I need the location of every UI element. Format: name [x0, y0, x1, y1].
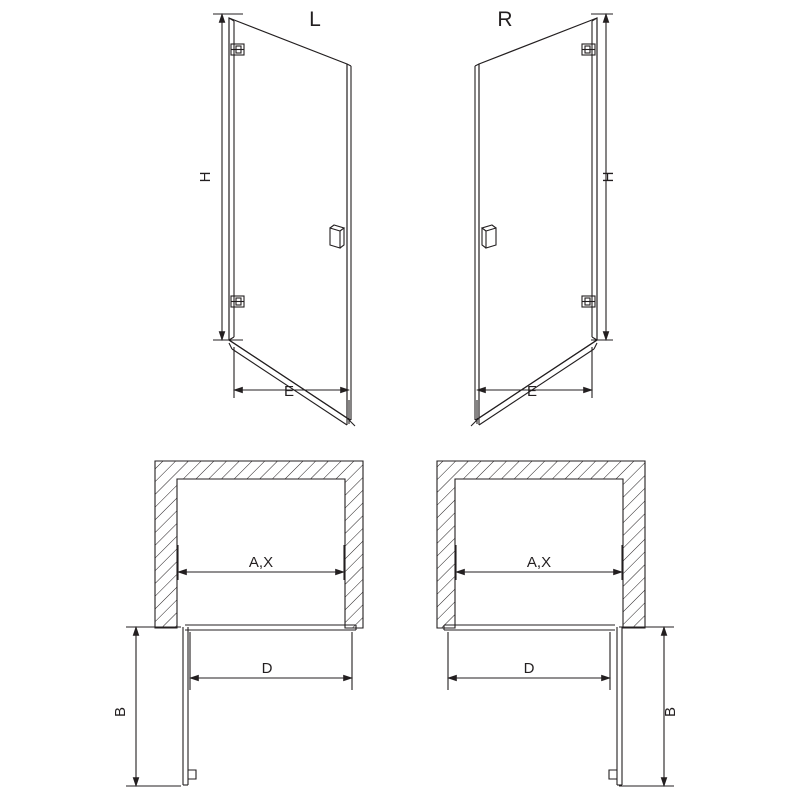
view-label-left: L	[309, 8, 321, 31]
bottom-rail-left	[229, 340, 347, 418]
hinge-bottom-left	[231, 296, 244, 307]
wall-hatch-right	[437, 461, 645, 628]
dim-label-ax-right: A,X	[526, 554, 552, 571]
hinge-bottom-right	[582, 296, 595, 307]
bottom-rail-start-right	[594, 343, 597, 349]
view-label-right: R	[497, 8, 513, 31]
glass-panel-left	[229, 18, 347, 418]
plan-left-view	[112, 461, 363, 786]
plan-door-handle-left	[188, 770, 196, 779]
dim-label-b-right: B	[662, 706, 679, 718]
wall-hatch-left	[155, 461, 363, 628]
elevation-left-view	[197, 8, 355, 426]
bottom-rail-start-left	[229, 343, 232, 349]
dim-label-h-right: H	[600, 171, 617, 183]
door-handle-left	[330, 225, 344, 248]
hinge-top-left	[231, 44, 244, 55]
dim-label-e-left: E	[283, 383, 295, 400]
dim-label-e-right: E	[526, 383, 538, 400]
bottom-rail-right	[479, 340, 597, 418]
dim-label-ax-left: A,X	[248, 554, 274, 571]
glass-panel-right	[479, 18, 597, 418]
dim-label-d-right: D	[523, 660, 535, 677]
dim-label-b-left: B	[112, 706, 129, 718]
door-handle-right	[482, 225, 496, 248]
elevation-right-view	[471, 8, 617, 426]
plan-right-view	[437, 461, 679, 786]
dim-label-h-left: H	[197, 171, 214, 183]
plan-door-handle-right	[609, 770, 617, 779]
dim-label-d-left: D	[261, 660, 273, 677]
hinge-top-right	[582, 44, 595, 55]
